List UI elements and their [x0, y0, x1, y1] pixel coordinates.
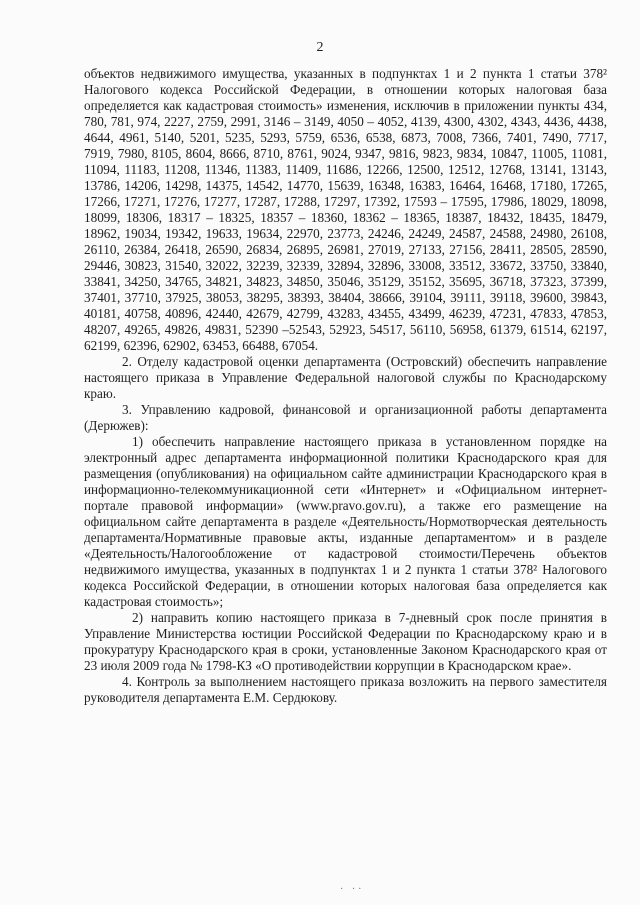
paragraph-2-cadastral-valuation-department: 2. Отделу кадастровой оценки департамента (Островский) обеспечить направление настоящего приказа в Управление Федеральной налоговой службы по Краснодарскому краю.: [84, 354, 607, 401]
paragraph-1-exclusions: [84, 66, 607, 354]
paragraph-1-intro: объектов недвижимого имущества, указанных в подпунктах 1 и 2 пункта 1 статьи 378² Налогового кодекса Российской Федерации, в отношении которых налоговая база определяется как кадастровая стоимость» изменения, исключив в приложении пункты: [84, 66, 607, 113]
document-body: [84, 66, 607, 706]
page-number: 2: [316, 40, 324, 55]
excluded-item-numbers: 434, 780, 781, 974, 2227, 2759, 2991, 3146 – 3149, 4050 – 4052, 4139, 4300, 4302, 4343, 4436, 4438, 4644, 4961, 5140, 5201, 5235, 5293, 5759, 6536, 6538, 6873, 7008, 7366, 7401, 7490, 7717, 7919, 7980, 8105, 8604, 8666, 8710, 8761, 9024, 9347, 9816, 9823, 9834, 10847, 11005, 11081, 11094, 11183, 11208, 11346, 11383, 11409, 11686, 12266, 12500, 12512, 12768, 13141, 13143, 13786, 14206, 14298, 14375, 14542, 14770, 15639, 16348, 16383, 16464, 16468, 17180, 17265, 17266, 17271, 17276, 17277, 17287, 17288, 17297, 17392, 17593 – 17595, 17986, 18029, 18098, 18099, 18306, 18317 – 18325, 18357 – 18360, 18362 – 18365, 18387, 18432, 18435, 18479, 18962, 19034, 19342, 19633, 19634, 22970, 23773, 24246, 24249, 24587, 24588, 24980, 26108, 26110, 26384, 26418, 26590, 26834, 26895, 26981, 27019, 27133, 27156, 28411, 28505, 28590, 29446, 30823, 31540, 32022, 32239, 32339, 32894, 32896, 33008, 33512, 33672, 33750, 33840, 33841, 34250, 34765, 34821, 34823, 34850, 35046, 35129, 35152, 35695, 36718, 37323, 37399, 37401, 37710, 37925, 38053, 38295, 38393, 38404, 38666, 39104, 39111, 39118, 39600, 39843, 40181, 40758, 40896, 42440, 42679, 42799, 43283, 43455, 43499, 46239, 47231, 47833, 47853, 48207, 49265, 49826, 49831, 52390 –52543, 52923, 54517, 56110, 56958, 61379, 61514, 62197, 62199, 62396, 62902, 63453, 66488, 67054.: [84, 98, 607, 353]
footer-scan-mark: · ··: [340, 884, 365, 895]
paragraph-4-control: 4. Контроль за выполнением настоящего приказа возложить на первого заместителя руководителя департамента Е.М. Сердюкову.: [84, 674, 607, 705]
paragraph-3-item-2-copy-to-ministry: 2) направить копию настоящего приказа в 7-дневный срок после принятия в Управление Министерства юстиции Российской Федерации по Краснодарскому краю и в прокуратуру Краснодарского края в сроки, установленные Законом Краснодарского края от 23 июля 2009 года № 1798-КЗ «О противодействии коррупции в Краснодарском крае».: [84, 610, 607, 673]
paragraph-3-personnel-department: 3. Управлению кадровой, финансовой и организационной работы департамента (Дерюжев):: [84, 402, 607, 433]
paragraph-3-item-1-publication: 1) обеспечить направление настоящего приказа в установленном порядке на электронный адрес департамента информационной политики Краснодарского края для размещения (опубликования) на официальном сайте администрации Краснодарского края в информационно-телекоммуникационной сети «Интернет» и «Официальном интернет-портале правовой информации» (www.pravo.gov.ru), а также его размещение на официальном сайте департамента в разделе «Деятельность/Нормотворческая деятельность департамента/Нормативные правовые акты, изданные департаментом» и в разделе «Деятельность/Налогообложение от кадастровой стоимости/Перечень объектов недвижимого имущества, указанных в подпунктах 1 и 2 пункта 1 статьи 378² Налогового кодекса Российской Федерации, в отношении которых налоговая база определяется как кадастровая стоимость»;: [84, 434, 607, 609]
